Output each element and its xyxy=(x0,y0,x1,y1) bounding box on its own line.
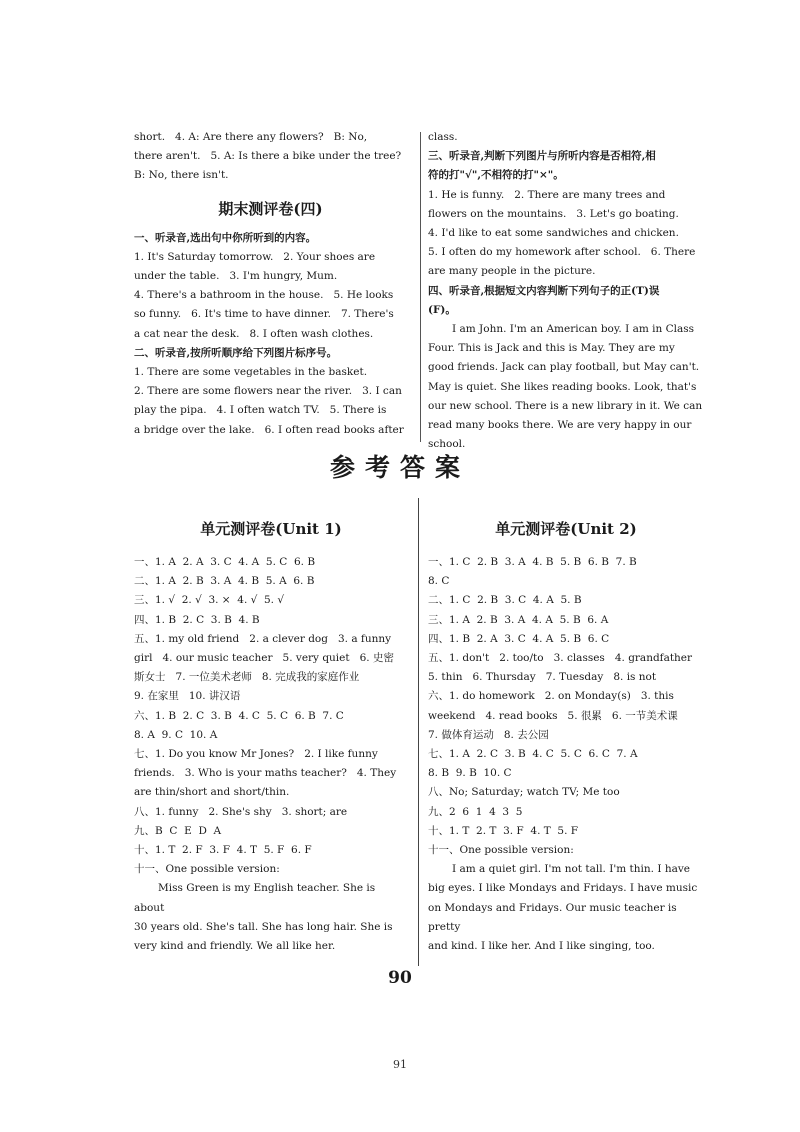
answer-line: 五、1. don't 2. too/to 3. classes 4. grandfather xyxy=(428,652,693,665)
answer-line: 8. B 9. B 10. C xyxy=(428,767,512,780)
answer-line: 斯女士 7. 一位美术老师 8. 完成我的家庭作业 xyxy=(134,671,360,684)
passage-line: read many books there. We are very happy in our xyxy=(428,419,692,432)
answer-line: 六、1. B 2. C 3. B 4. C 5. C 6. B 7. C xyxy=(134,709,344,722)
answer-line: are thin/short and short/thin. xyxy=(134,786,290,799)
section-line: under the table. 3. I'm hungry, Mum. xyxy=(134,270,338,283)
answer-line: 二、1. A 2. B 3. A 4. B 5. A 6. B xyxy=(134,575,315,588)
exam-title: 期末测评卷(四) xyxy=(218,199,323,218)
section-line: are many people in the picture. xyxy=(428,265,596,278)
section-line: 2. There are some flowers near the river. 3. I can xyxy=(134,385,402,398)
answer-line: 十、1. T 2. T 3. F 4. T 5. F xyxy=(428,824,579,837)
answer-line: 五、1. my old friend 2. a clever dog 3. a funny xyxy=(134,632,392,645)
answer-line: 七、1. A 2. C 3. B 4. C 5. C 6. C 7. A xyxy=(428,748,638,761)
section-line: 1. He is funny. 2. There are many trees and xyxy=(428,188,666,201)
section-heading: 二、听录音,按所听顺序给下列图片标序号。 xyxy=(134,346,338,359)
unit2-column xyxy=(428,518,704,956)
essay-line: big eyes. I like Mondays and Fridays. I have music xyxy=(428,882,698,895)
essay-line: and kind. I like her. And I like singing, too. xyxy=(428,940,655,953)
page-number: 90 xyxy=(388,968,412,988)
essay-line: Miss Green is my English teacher. She is about xyxy=(134,882,379,914)
answer-line: 8. A 9. C 10. A xyxy=(134,728,218,741)
unit1-column xyxy=(134,518,408,956)
answer-line: 十、1. T 2. F 3. F 4. T 5. F 6. F xyxy=(134,844,312,857)
top-left-column xyxy=(134,128,407,440)
answer-line: 十一、One possible version: xyxy=(134,863,280,876)
answer-line: 一、1. C 2. B 3. A 4. B 5. B 6. B 7. B xyxy=(428,556,637,568)
section-line: 1. There are some vegetables in the basket. xyxy=(134,366,368,379)
section-heading: 一、听录音,选出句中你所听到的内容。 xyxy=(134,231,317,244)
intro-line: there aren't. 5. A: Is there a bike under the tree? xyxy=(134,150,402,163)
section-line: flowers on the mountains. 3. Let's go boating. xyxy=(428,207,679,220)
answer-line: 八、No; Saturday; watch TV; Me too xyxy=(428,786,620,799)
answer-line: friends. 3. Who is your maths teacher? 4. They xyxy=(134,767,397,780)
passage-line: May is quiet. She likes reading books. Look, that's xyxy=(428,380,697,393)
essay-line: 30 years old. She's tall. She has long hair. She is xyxy=(134,920,393,933)
essay-line: very kind and friendly. We all like her. xyxy=(134,940,336,953)
answer-line: 二、1. C 2. B 3. C 4. A 5. B xyxy=(428,594,582,607)
answer-line: 九、B C E D A xyxy=(134,824,222,837)
answer-line: 四、1. B 2. A 3. C 4. A 5. B 6. C xyxy=(428,632,610,645)
unit1-title: 单元测评卷(Unit 1) xyxy=(200,520,342,538)
answers-divider xyxy=(418,498,419,966)
section-heading: 三、听录音,判断下列图片与所听内容是否相符,相 xyxy=(428,150,656,163)
intro-line: short. 4. A: Are there any flowers? B: No, xyxy=(134,131,368,143)
top-right-column xyxy=(428,128,703,454)
answer-line: 四、1. B 2. C 3. B 4. B xyxy=(134,613,260,626)
essay-line: I am a quiet girl. I'm not tall. I'm thin. I have xyxy=(452,863,690,876)
section-line: play the pipa. 4. I often watch TV. 5. There is xyxy=(134,404,387,417)
answer-line: 三、1. A 2. B 3. A 4. A 5. B 6. A xyxy=(428,613,609,626)
passage-line: I am John. I'm an American boy. I am in Class xyxy=(452,323,695,336)
answer-line: weekend 4. read books 5. 很累 6. 一节美术课 xyxy=(428,709,678,722)
answer-line: girl 4. our music teacher 5. very quiet 6. 史密 xyxy=(134,652,394,665)
lead-line: class. xyxy=(428,131,458,143)
section-heading: 符的打"√",不相符的打"×"。 xyxy=(428,169,564,182)
section-line: a cat near the desk. 8. I often wash clothes. xyxy=(134,327,374,340)
section-line: so funny. 6. It's time to have dinner. 7. There's xyxy=(134,308,394,321)
answer-line: 三、1. √ 2. √ 3. × 4. √ 5. √ xyxy=(134,594,285,607)
answer-line: 7. 做体育运动 8. 去公园 xyxy=(428,728,549,741)
answer-line: 九、2 6 1 4 3 5 xyxy=(428,805,523,818)
answer-line: 8. C xyxy=(428,575,450,588)
section-line: 4. I'd like to eat some sandwiches and chicken. xyxy=(428,227,679,240)
passage-line: good friends. Jack can play football, but May can't. xyxy=(428,361,700,374)
section-heading: (F)。 xyxy=(428,303,456,316)
answer-line: 七、1. Do you know Mr Jones? 2. I like funny xyxy=(134,748,378,761)
answer-line: 六、1. do homework 2. on Monday(s) 3. this xyxy=(428,690,674,703)
answers-title: 参考答案 xyxy=(329,453,470,482)
section-line: a bridge over the lake. 6. I often read books after xyxy=(134,423,404,436)
answer-line: 5. thin 6. Thursday 7. Tuesday 8. is not xyxy=(428,671,657,684)
passage-line: Four. This is Jack and this is May. They are my xyxy=(428,342,675,355)
essay-line: on Mondays and Fridays. Our music teacher is pretty xyxy=(428,901,681,933)
answer-line: 八、1. funny 2. She's shy 3. short; are xyxy=(134,805,348,818)
section-line: 1. It's Saturday tomorrow. 2. Your shoes are xyxy=(134,250,376,263)
passage-line: our new school. There is a new library in it. We can xyxy=(428,399,703,412)
answer-line: 十一、One possible version: xyxy=(428,844,574,857)
section-line: 5. I often do my homework after school. 6. There xyxy=(428,246,696,259)
section-heading: 四、听录音,根据短文内容判断下列句子的正(T)误 xyxy=(428,284,660,297)
unit2-title: 单元测评卷(Unit 2) xyxy=(495,520,637,538)
answer-line: 9. 在家里 10. 讲汉语 xyxy=(134,690,241,703)
passage-line: school. xyxy=(428,438,466,451)
section-line: 4. There's a bathroom in the house. 5. He looks xyxy=(134,289,394,302)
footer-number: 91 xyxy=(393,1058,407,1071)
column-divider xyxy=(420,132,421,442)
answer-line: 一、1. A 2. A 3. C 4. A 5. C 6. B xyxy=(134,556,316,568)
intro-line: B: No, there isn't. xyxy=(134,169,229,182)
